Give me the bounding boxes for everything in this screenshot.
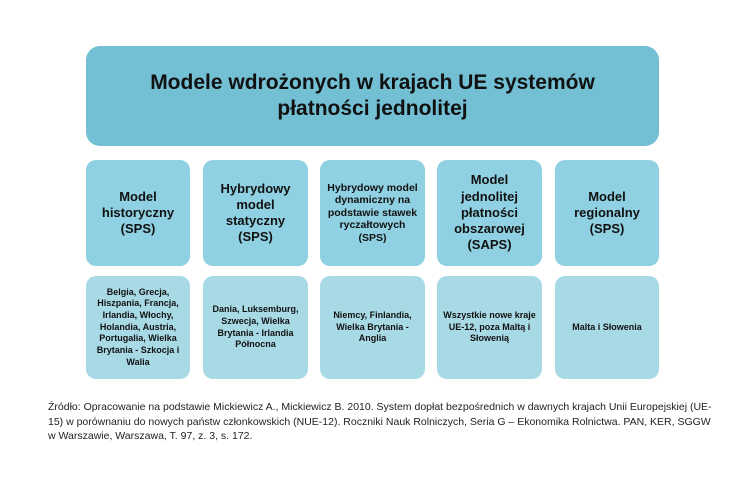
countries-hybrid-static: Dania, Luksemburg, Szwecja, Wielka Brytania - Irlandia Północna: [203, 276, 308, 379]
model-hybrid-dynamic: Hybrydowy model dynamiczny na podstawie stawek ryczałtowych (SPS): [320, 160, 425, 266]
model-hybrid-static: Hybrydowy model statyczny (SPS): [203, 160, 308, 266]
model-saps: Model jednolitej płatności obszarowej (SAPS): [437, 160, 542, 266]
model-historical: Model historyczny (SPS): [86, 160, 190, 266]
countries-hybrid-dynamic: Niemcy, Finlandia, Wielka Brytania - Anglia: [320, 276, 425, 379]
source-note: Źródło: Opracowanie na podstawie Mickiewicz A., Mickiewicz B. 2010. System dopłat bezpośrednich w dawnych krajach Unii Europejskiej (UE-15) w porównaniu do nowych państw członkowskich (NUE-12). Roczniki Nauk Rolniczych, Seria G – Ekonomika Rolnictwa. PAN, KER, SGGW w Warszawie, Warszawa, T. 97, z. 3, s. 172.: [48, 401, 712, 443]
model-regional: Model regionalny (SPS): [555, 160, 659, 266]
countries-saps: Wszystkie nowe kraje UE-12, poza Maltą i Słowenią: [437, 276, 542, 379]
countries-regional: Malta i Słowenia: [555, 276, 659, 379]
countries-historical: Belgia, Grecja, Hiszpania, Francja, Irlandia, Włochy, Holandia, Austria, Portugalia, Wielka Brytania - Szkocja i Walia: [86, 276, 190, 379]
diagram-title: Modele wdrożonych w krajach UE systemów płatności jednolitej: [86, 46, 659, 146]
